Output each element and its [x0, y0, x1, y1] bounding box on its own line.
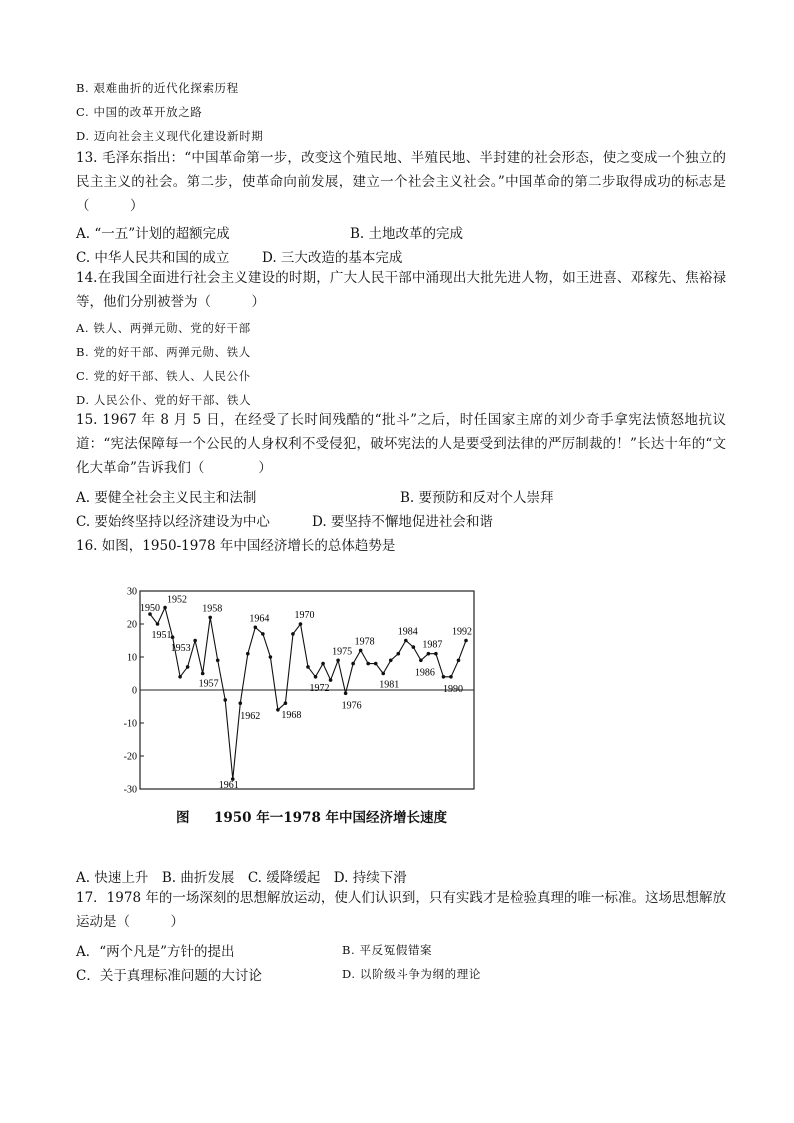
y-tick-label: 10 [127, 652, 137, 664]
q14-option-b: B. 党的好干部、两弹元勋、铁人 [76, 345, 251, 359]
point-label: 1986 [414, 667, 435, 679]
q17-option-a: A．“两个凡是”方针的提出 [76, 944, 235, 960]
point-label: 1952 [167, 594, 188, 606]
data-point [306, 665, 310, 669]
point-label: 1953 [170, 643, 191, 655]
data-point [381, 672, 385, 676]
q14-stem: 14.在我国全面进行社会主义建设的时期，广大人民干部中涌现出大批先进人物，如王进喜、邓稼先、焦裕禄等，他们分别被誉为（ ） [76, 270, 726, 310]
data-point [291, 632, 295, 636]
data-point [366, 662, 370, 666]
y-tick-label: -10 [123, 718, 137, 730]
data-point [223, 698, 227, 702]
point-label: 1981 [379, 679, 400, 691]
q13-option-b: B. 土地改革的完成 [350, 226, 464, 242]
q17-option-b: B. 平反冤假错案 [342, 943, 433, 957]
data-point [321, 662, 325, 666]
data-point [299, 622, 303, 626]
data-point [464, 639, 468, 643]
point-label: 1970 [294, 610, 315, 621]
q17-stem: 17．1978 年的一场深刻的思想解放运动，使人们认识到，只有实践才是检验真理的唯一标准。这场思想解放运动是（ ） [76, 890, 726, 930]
data-point [254, 626, 258, 630]
y-tick-label: -20 [123, 751, 137, 763]
data-point [457, 659, 461, 663]
q13-option-c: C. 中华人民共和国的成立 [76, 250, 230, 266]
data-point [412, 645, 416, 649]
data-point [201, 672, 205, 676]
q13-stem: 13. 毛泽东指出：“中国革命第一步，改变这个殖民地、半殖民地、半封建的社会形态，使之变成一个独立的民主主义的社会。第二步，使革命向前发展，建立一个社会主义社会。”中国革命的第二步取得成功的标志是（ ） [76, 150, 726, 214]
growth-line [150, 608, 466, 780]
q12-option-d: D. 迈向社会主义现代化建设新时期 [76, 129, 264, 143]
q15-stem: 15. 1967 年 8 月 5 日，在经受了长时间残酷的“批斗”之后，时任国家主席的刘少奇手拿宪法愤怒地抗议道：“宪法保障每一个公民的人身权利不受侵犯，破坏宪法的人是要受到法律的严厉制裁的！”长达十年的“文化大革命”告诉我们（ ） [76, 412, 726, 476]
point-label: 1972 [309, 682, 330, 694]
q14-option-d: D. 人民公仆、党的好干部、铁人 [76, 393, 252, 407]
q12-option-b: B. 艰难曲折的近代化探索历程 [76, 81, 239, 95]
point-label: 1992 [452, 626, 472, 638]
q16-stem: 16. 如图，1950-1978 年中国经济增长的总体趋势是 [76, 538, 396, 554]
q15-option-b: B. 要预防和反对个人崇拜 [400, 490, 554, 506]
data-point [419, 659, 423, 663]
point-label: 1950 [140, 603, 160, 615]
data-point [208, 616, 212, 620]
data-point [396, 652, 400, 656]
data-point [351, 662, 355, 666]
q13-option-a: A. “一五”计划的超额完成 [76, 226, 230, 242]
data-point [269, 655, 273, 659]
y-tick-label: -30 [123, 784, 137, 796]
point-label: 1990 [442, 683, 463, 695]
data-point [344, 692, 348, 696]
data-point [336, 659, 340, 663]
point-label: 1984 [397, 626, 418, 638]
data-point [359, 649, 363, 653]
point-label: 1961 [218, 780, 239, 792]
data-point [156, 622, 160, 626]
q15-option-a: A. 要健全社会主义民主和法制 [76, 490, 257, 506]
growth-chart-svg [118, 583, 490, 803]
y-tick-label: 30 [127, 586, 137, 598]
data-point [163, 606, 167, 610]
data-point [238, 701, 242, 705]
q17-option-d: D. 以阶级斗争为纲的理论 [342, 967, 481, 981]
chart-caption-prefix: 图 [176, 810, 190, 826]
data-point [261, 632, 265, 636]
data-point [329, 678, 333, 682]
growth-chart [118, 583, 490, 823]
data-point [442, 675, 446, 679]
y-tick-label: 0 [132, 685, 137, 697]
q14-option-c: C. 党的好干部、铁人、人民公仆 [76, 369, 251, 383]
data-point [193, 639, 197, 643]
data-point [314, 675, 318, 679]
point-label: 1968 [281, 710, 302, 722]
point-label: 1951 [151, 630, 172, 641]
point-label: 1957 [198, 678, 219, 690]
q15-option-c: C. 要始终坚持以经济建设为中心 [76, 514, 270, 530]
q12-option-c: C. 中国的改革开放之路 [76, 105, 203, 119]
point-label: 1987 [422, 639, 443, 651]
point-label: 1975 [332, 646, 353, 658]
data-point [449, 675, 453, 679]
q16-options: A. 快速上升 B. 曲折发展 C. 缓降缓起 D. 持续下滑 [76, 870, 407, 886]
point-label: 1976 [341, 700, 362, 712]
point-label: 1978 [354, 636, 375, 648]
data-point [389, 659, 393, 663]
q15-option-d: D. 要坚持不懈地促进社会和谐 [312, 514, 493, 530]
point-label: 1958 [202, 603, 223, 615]
point-label: 1962 [240, 711, 261, 723]
data-point [178, 675, 182, 679]
y-tick-label: 20 [127, 619, 137, 631]
data-point [246, 652, 250, 656]
point-label: 1964 [249, 613, 270, 625]
q13-option-d: D. 三大改造的基本完成 [262, 250, 403, 266]
data-point [404, 639, 408, 643]
data-point [434, 652, 438, 656]
q14-option-a: A. 铁人、两弹元勋、党的好干部 [76, 321, 251, 335]
q17-option-c: C．关于真理标准问题的大讨论 [76, 968, 262, 984]
data-point [427, 652, 431, 656]
data-point [276, 708, 280, 712]
data-point [284, 701, 288, 705]
data-point [186, 665, 190, 669]
data-point [216, 659, 220, 663]
data-point [374, 662, 378, 666]
chart-caption: 1950 年一1978 年中国经济增长速度 [214, 810, 448, 826]
